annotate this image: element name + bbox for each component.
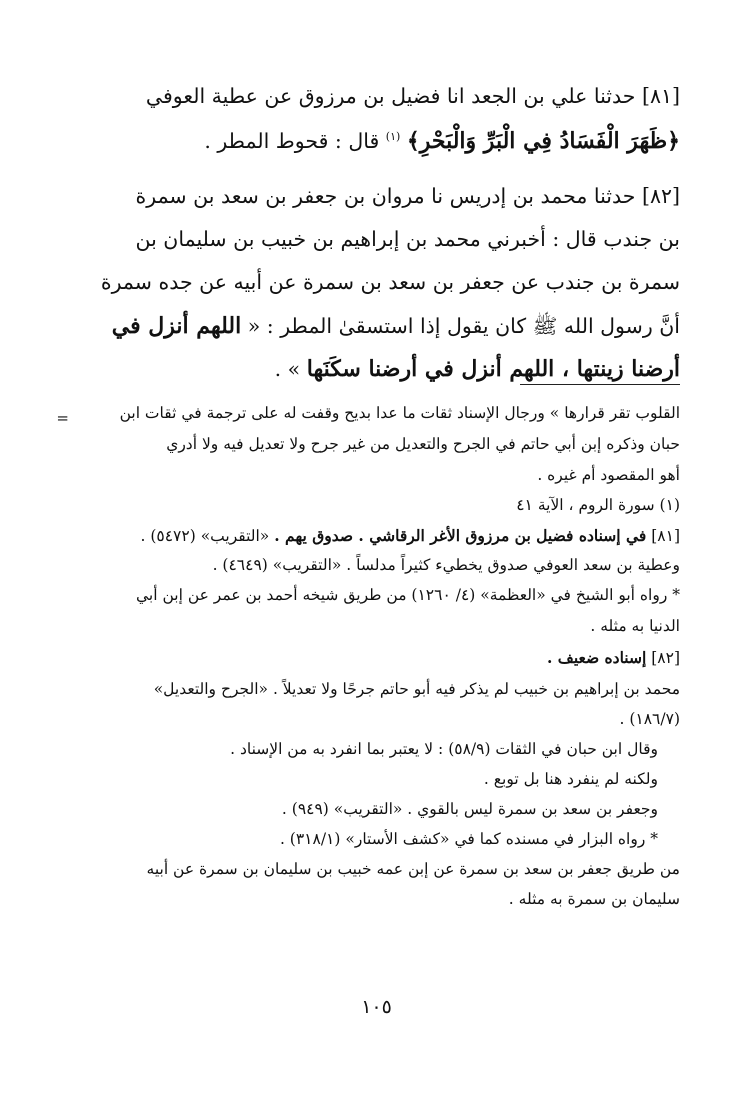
hadith-82-text-4: أنَّ رسول الله ﷺ كان يقول إذا استسقىٰ المطر : «	[247, 314, 680, 338]
quran-verse: ﴿ظَهَرَ الْفَسَادُ فِي الْبَرِّ وَالْبَحْرِ﴾	[406, 128, 680, 154]
footnote-82-text-3: (١٨٦/٧) .	[619, 710, 680, 728]
footnote-cont-text-2: حبان وذكره إبن أبي حاتم في الجرح والتعديل من غير جرح ولا تعديل فيه ولا أدري	[166, 435, 680, 453]
footnote-ref-1: (١)	[385, 130, 401, 144]
hadith-82-text-2: بن جندب قال : أخبرني محمد بن إبراهيم بن خبيب بن سليمان بن	[135, 227, 680, 251]
footnote-82-text-9: سليمان بن سمرة به مثله .	[508, 890, 680, 908]
footnote-82-line-9	[509, 890, 680, 908]
footnote-81-line-4	[590, 617, 680, 635]
footnote-82-grading: إسناده ضعيف .	[547, 648, 647, 667]
hadith-82-text-3: سمرة بن جندب عن جعفر بن سعد بن سمرة عن أبيه عن جده سمرة	[100, 270, 680, 294]
prophetic-supplication-1: اللهم أنزل في	[111, 313, 242, 339]
footnote-82-text-4: وقال ابن حبان في الثقات (٥٨/٩) : لا يعتبر بما انفرد به من الإسناد .	[230, 740, 658, 758]
hadith-82-line-4	[112, 313, 680, 344]
footnote-1-text: (١) سورة الروم ، الآية ٤١	[516, 496, 680, 514]
footnote-82-line-1	[547, 648, 680, 667]
footnote-82-line-4	[230, 740, 658, 758]
footnote-cont-line-2	[166, 435, 680, 453]
hadith-82-line-5	[275, 356, 680, 382]
hadith-81-line-1	[146, 84, 680, 108]
footnote-82-line-2	[154, 680, 680, 698]
footnote-82-line-7	[280, 830, 658, 848]
hadith-82-line-2	[135, 227, 680, 251]
hadith-82-line-1	[136, 184, 680, 208]
footnote-82-text-5: ولكنه لم ينفرد هنا بل توبع .	[483, 770, 658, 788]
footnote-81-text-3: * رواه أبو الشيخ في «العظمة» (٤/ ١٢٦٠) من طريق شيخه أحمد بن عمر عن إبن أبي	[136, 586, 680, 604]
continuation-mark: =	[56, 409, 69, 427]
footnote-82-text-8: من طريق جعفر بن سعد بن سمرة عن إبن عمه خبيب بن سليمان بن سمرة عن أبيه	[146, 860, 680, 878]
footnote-82-text-2: محمد بن إبراهيم بن خبيب لم يذكر فيه أبو حاتم جرحًا ولا تعديلاً . «الجرح والتعديل»	[153, 680, 680, 698]
prophetic-supplication-2: أرضنا زينتها ، اللهم أنزل في أرضنا سكَنَها	[306, 356, 680, 382]
footnote-82-line-8	[147, 860, 680, 878]
hadith-82-text-1: [٨٢] حدثنا محمد بن إدريس نا مروان بن جعفر بن سعد بن سمرة	[135, 184, 680, 208]
footnote-82-text-7: * رواه البزار في مسنده كما في «كشف الأستار» (٣١٨/١) .	[279, 830, 658, 848]
footnote-82-number: [٨٢]	[651, 649, 680, 667]
footnote-82-line-6	[282, 800, 658, 818]
footnote-82-line-3	[620, 710, 681, 728]
footnote-cont-line-1	[120, 404, 680, 422]
footnote-81-number: [٨١]	[651, 527, 680, 545]
footnote-81-line-2	[213, 556, 680, 574]
footnote-81-line-3	[136, 586, 680, 604]
hadith-82-text-5: » .	[274, 357, 301, 381]
footnote-81-source: «التقريب» (٥٤٧٢) .	[140, 527, 270, 545]
hadith-81-comment: قال : قحوط المطر .	[204, 129, 380, 153]
hadith-81-line-2	[204, 128, 680, 154]
footnote-81-grading: في إسناده فضيل بن مرزوق الأغر الرقاشي . صدوق يهم .	[274, 526, 647, 545]
footnote-cont-text-3: أهو المقصود أم غيره .	[537, 466, 680, 484]
footnote-81-line-1	[141, 526, 681, 545]
footnote-81-text-4: الدنيا به مثله .	[590, 617, 680, 635]
footnote-82-text-6: وجعفر بن سعد بن سمرة ليس بالقوي . «التقريب» (٩٤٩) .	[281, 800, 658, 818]
footnote-separator	[520, 384, 680, 385]
footnote-cont-line-3	[537, 466, 680, 484]
footnote-82-line-5	[484, 770, 658, 788]
footnote-81-text-2: وعطية بن سعد العوفي صدوق يخطيء كثيراً مدلساً . «التقريب» (٤٦٤٩) .	[212, 556, 680, 574]
footnote-1	[516, 496, 680, 514]
page-number: ١٠٥	[361, 996, 392, 1018]
hadith-81-text: [٨١] حدثنا علي بن الجعد انا فضيل بن مرزوق عن عطية العوفي	[145, 84, 680, 108]
hadith-82-line-3	[101, 270, 680, 294]
footnote-cont-text-1: القلوب تقر قرارها » ورجال الإسناد ثقات ما عدا بديح وقفت له على ترجمة في ثقات ابن	[119, 404, 680, 422]
